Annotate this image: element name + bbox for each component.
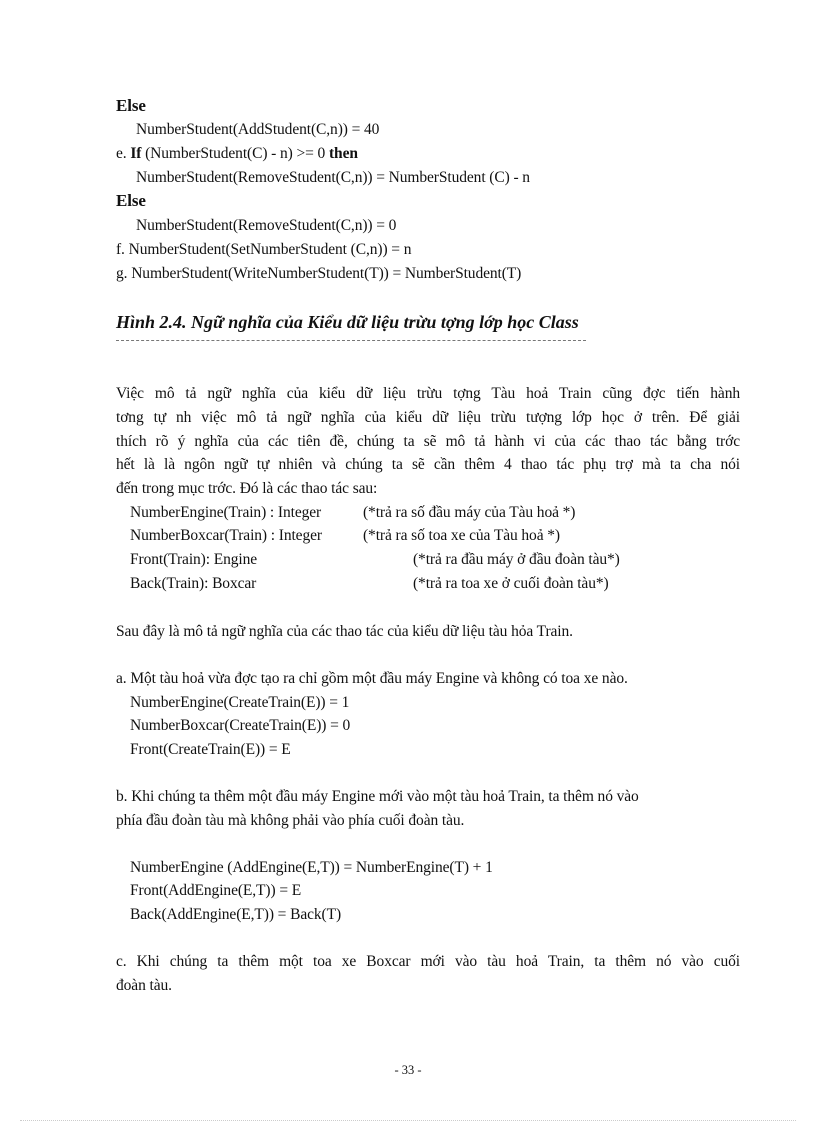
item-c-text: đoàn tàu. <box>116 977 172 994</box>
equation-line: NumberBoxcar(CreateTrain(E)) = 0 <box>130 717 351 734</box>
page-bottom-rule <box>20 1120 796 1121</box>
item-c-text: c. Khi chúng ta thêm một toa xe Boxcar mới vào tàu hoả Train, ta thêm nó vào cuối <box>116 953 740 970</box>
aux-op-signature: Back(Train): Boxcar <box>130 575 257 592</box>
equation-line: f. NumberStudent(SetNumberStudent (C,n)) = n <box>116 241 412 258</box>
paragraph-line: đến trong mục trớc. Đó là các thao tác sau: <box>116 480 378 497</box>
dashed-divider <box>116 340 586 341</box>
item-a-text: a. Một tàu hoả vừa đợc tạo ra chỉ gồm một đầu máy Engine và không có toa xe nào. <box>116 670 628 687</box>
equation-line: g. NumberStudent(WriteNumberStudent(T)) = NumberStudent(T) <box>116 265 522 282</box>
item-prefix: e. <box>116 145 127 162</box>
condition-expression: (NumberStudent(C) - n) >= 0 <box>145 145 326 162</box>
paragraph-line: Việc mô tả ngữ nghĩa của kiểu dữ liệu trừu tợng Tàu hoả Train cũng đợc tiến hành <box>116 385 740 402</box>
item-b-text: b. Khi chúng ta thêm một đầu máy Engine mới vào một tàu hoả Train, ta thêm nó vào <box>116 788 639 805</box>
aux-op-comment: (*trả ra đầu máy ở đầu đoàn tàu*) <box>413 551 620 568</box>
aux-op-comment: (*trả ra toa xe ở cuối đoàn tàu*) <box>413 575 609 592</box>
paragraph-line: tơng tự nh việc mô tả ngữ nghĩa của kiểu dữ liệu trừu tượng lớp học ở trên. Để giải <box>116 409 740 426</box>
else-keyword-1: Else <box>116 96 146 115</box>
equation-line: Front(CreateTrain(E)) = E <box>130 741 291 758</box>
else-keyword-2: Else <box>116 191 146 210</box>
item-b-text: phía đầu đoàn tàu mà không phải vào phía cuối đoàn tàu. <box>116 812 465 829</box>
paragraph-line: hết là là ngôn ngữ tự nhiên và chúng ta sẽ cần thêm 4 thao tác phụ trợ mà ta cha nói <box>116 456 740 473</box>
aux-op-comment: (*trả ra số đầu máy của Tàu hoả *) <box>363 504 576 521</box>
equation-line: Front(AddEngine(E,T)) = E <box>130 882 302 899</box>
if-keyword: If <box>130 145 142 162</box>
equation-line: NumberEngine(CreateTrain(E)) = 1 <box>130 694 350 711</box>
aux-op-signature: NumberBoxcar(Train) : Integer <box>130 527 322 544</box>
then-keyword: then <box>329 145 358 162</box>
equation-line: NumberStudent(RemoveStudent(C,n)) = NumberStudent (C) - n <box>136 169 530 186</box>
aux-op-signature: Front(Train): Engine <box>130 551 258 568</box>
equation-line: NumberStudent(AddStudent(C,n)) = 40 <box>136 121 380 138</box>
figure-heading: Hình 2.4. Ngữ nghĩa của Kiểu dữ liệu trừu tợng lớp học Class <box>116 312 579 332</box>
intro-line: Sau đây là mô tả ngữ nghĩa của các thao tác của kiểu dữ liệu tàu hỏa Train. <box>116 623 573 640</box>
equation-line: Back(AddEngine(E,T)) = Back(T) <box>130 906 342 923</box>
page-number: - 33 - <box>394 1063 422 1077</box>
equation-line: NumberEngine (AddEngine(E,T)) = NumberEngine(T) + 1 <box>130 859 493 876</box>
condition-line <box>116 144 358 164</box>
aux-op-signature: NumberEngine(Train) : Integer <box>130 504 322 521</box>
aux-op-comment: (*trả ra số toa xe của Tàu hoả *) <box>363 527 560 544</box>
equation-line: NumberStudent(RemoveStudent(C,n)) = 0 <box>136 217 397 234</box>
paragraph-line: thích rõ ý nghĩa của các tiên đề, chúng ta sẽ mô tả hành vi của các thao tác bằng trớc <box>116 433 740 450</box>
